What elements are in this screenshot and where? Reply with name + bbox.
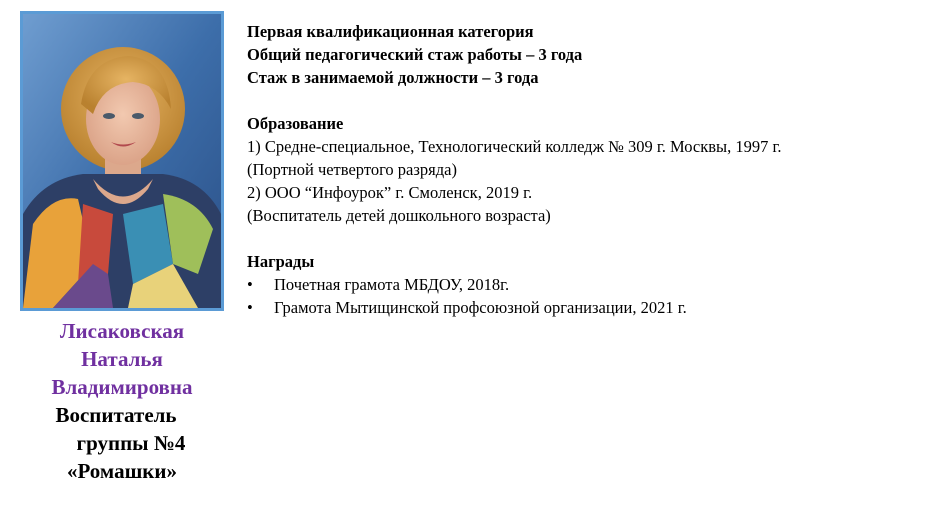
award-text: Грамота Мытищинской профсоюзной организации, 2021 г. [274, 298, 687, 317]
person-surname: Лисаковская [59, 319, 185, 343]
total-experience: Общий педагогический стаж работы – 3 года [247, 45, 583, 64]
person-first-name: Наталья [81, 347, 163, 371]
position-experience: Стаж в занимаемой должности – 3 года [247, 68, 539, 87]
education-heading: Образование [247, 114, 344, 133]
award-item [247, 273, 927, 296]
profile-caption [20, 317, 224, 485]
person-patronymic: Владимировна [51, 375, 193, 399]
bullet-icon: • [247, 275, 253, 294]
qualification-category: Первая квалификационная категория [247, 22, 534, 41]
education-line: 2) ООО “Инфоурок” г. Смоленск, 2019 г. [247, 183, 533, 202]
person-group-name: «Ромашки» [67, 459, 177, 483]
info-panel [247, 20, 927, 319]
education-line: (Портной четвертого разряда) [247, 160, 457, 179]
awards-list [247, 273, 927, 319]
award-item [247, 296, 927, 319]
education-line: 1) Средне-специальное, Технологический колледж № 309 г. Москвы, 1997 г. [247, 137, 782, 156]
award-text: Почетная грамота МБДОУ, 2018г. [274, 275, 510, 294]
person-group: группы №4 [76, 431, 186, 455]
person-position: Воспитатель [55, 403, 177, 427]
spacer [247, 227, 927, 250]
profile-photo [20, 11, 224, 311]
awards-heading: Награды [247, 252, 315, 271]
education-line: (Воспитатель детей дошкольного возраста) [247, 206, 551, 225]
bullet-icon: • [247, 298, 253, 317]
spacer [247, 89, 927, 112]
